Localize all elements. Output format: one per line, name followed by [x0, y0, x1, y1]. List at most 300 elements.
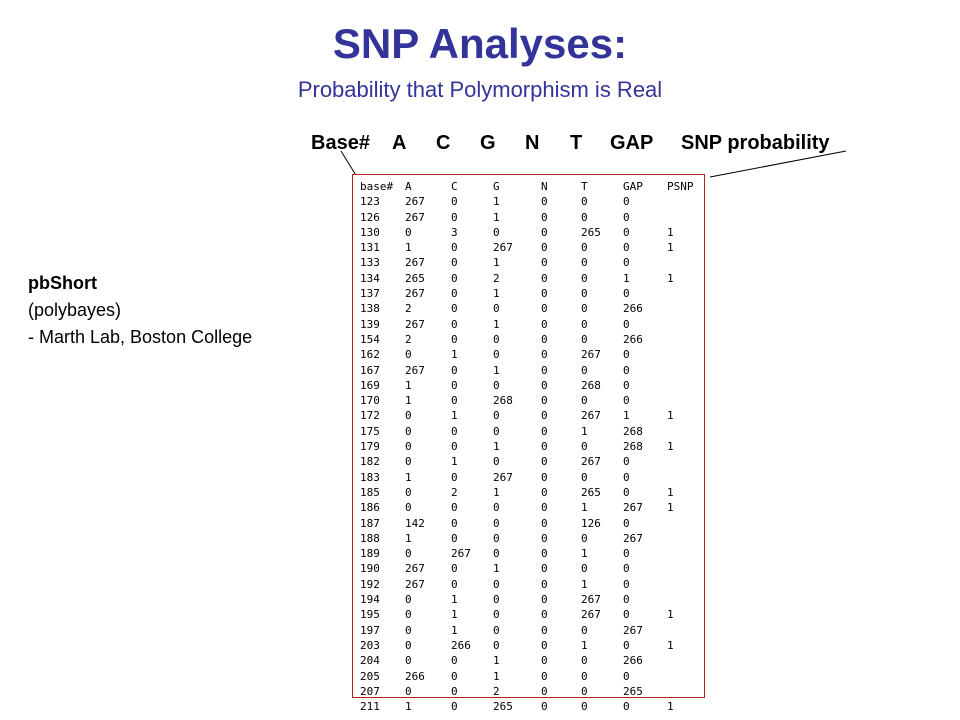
table-cell: 0 — [541, 547, 548, 561]
table-cell: 0 — [405, 455, 412, 469]
table-row — [360, 393, 701, 408]
table-cell: 172 — [360, 409, 380, 423]
table-cell: 0 — [451, 241, 458, 255]
table-cell: 267 — [405, 256, 425, 270]
table-cell: 0 — [541, 302, 548, 316]
table-cell: 1 — [667, 485, 674, 499]
table-cell: 0 — [623, 287, 630, 301]
table-row — [360, 607, 701, 622]
slide-title: SNP Analyses: — [332, 20, 628, 67]
table-row — [360, 684, 701, 699]
table-cell: 0 — [451, 256, 458, 270]
table-cell — [667, 454, 701, 469]
table-row — [360, 301, 701, 316]
table-cell: 1 — [493, 669, 500, 683]
table-cell: 0 — [541, 593, 548, 607]
table-row — [360, 255, 701, 270]
table-cell: 195 — [360, 608, 380, 622]
table-cell: 0 — [493, 516, 500, 530]
table-cell: 0 — [451, 271, 458, 285]
table-header-cell: base# — [360, 180, 394, 193]
table-cell: 0 — [405, 638, 412, 652]
table-cell: 1 — [667, 608, 674, 622]
table-cell: 267 — [493, 241, 513, 255]
table-cell: 0 — [541, 501, 548, 515]
table-cell: 267 — [581, 348, 601, 362]
header-gap: GAP — [610, 132, 654, 154]
table-cell: 1 — [667, 225, 674, 239]
table-cell — [667, 684, 701, 699]
table-cell: 1 — [451, 409, 458, 423]
table-cell: 0 — [581, 363, 588, 377]
table-cell: 0 — [493, 547, 500, 561]
table-cell — [667, 363, 701, 378]
table-cell: 197 — [360, 623, 380, 637]
table-cell: 0 — [623, 348, 630, 362]
table-cell: 266 — [623, 332, 643, 346]
table-cell: 0 — [541, 516, 548, 530]
table-cell — [667, 623, 701, 638]
table-cell: 0 — [581, 287, 588, 301]
table-cell: 268 — [623, 440, 643, 454]
table-cell: 1 — [667, 501, 674, 515]
table-row — [360, 378, 701, 393]
table-cell: 265 — [581, 485, 601, 499]
table-cell: 0 — [623, 195, 630, 209]
table-cell: 0 — [541, 394, 548, 408]
table-cell — [667, 393, 701, 408]
table-cell: 126 — [581, 516, 601, 530]
table-cell: 169 — [360, 378, 380, 392]
table-cell: 0 — [541, 256, 548, 270]
table-cell: 0 — [405, 409, 412, 423]
table-row — [360, 317, 701, 332]
table-cell: 0 — [493, 455, 500, 469]
table-row — [360, 332, 701, 347]
header-g: G — [480, 132, 496, 154]
table-cell: 0 — [541, 271, 548, 285]
connector-line-right — [710, 151, 846, 177]
table-cell: 265 — [405, 271, 425, 285]
table-header-cell: N — [541, 180, 548, 193]
header-snp-probability: SNP probability — [681, 132, 830, 154]
snp-table — [360, 179, 701, 714]
note-program-name: pbShort — [28, 273, 97, 293]
table-cell: 126 — [360, 210, 380, 224]
table-row — [360, 225, 701, 240]
table-cell: 0 — [451, 531, 458, 545]
table-cell: 1 — [451, 455, 458, 469]
table-row — [360, 653, 701, 668]
table-cell: 0 — [623, 210, 630, 224]
table-cell: 1 — [405, 378, 412, 392]
table-cell: 1 — [405, 241, 412, 255]
table-cell: 2 — [405, 332, 412, 346]
table-cell: 0 — [581, 470, 588, 484]
table-cell: 0 — [451, 470, 458, 484]
table-cell: 1 — [581, 424, 588, 438]
table-row — [360, 271, 701, 286]
table-cell: 189 — [360, 547, 380, 561]
table-cell: 0 — [541, 470, 548, 484]
table-cell: 0 — [581, 256, 588, 270]
table-cell: 0 — [451, 700, 458, 714]
table-cell: 266 — [623, 654, 643, 668]
table-cell: 0 — [623, 608, 630, 622]
table-cell: 0 — [581, 332, 588, 346]
table-cell: 179 — [360, 440, 380, 454]
table-cell: 267 — [405, 577, 425, 591]
table-cell: 0 — [581, 669, 588, 683]
table-cell: 0 — [623, 516, 630, 530]
table-cell: 0 — [451, 577, 458, 591]
table-cell: 0 — [493, 531, 500, 545]
table-row — [360, 424, 701, 439]
table-cell: 186 — [360, 501, 380, 515]
table-cell: 0 — [541, 332, 548, 346]
table-cell — [667, 546, 701, 561]
table-cell: 0 — [405, 225, 412, 239]
table-cell: 267 — [581, 608, 601, 622]
table-cell: 0 — [405, 623, 412, 637]
table-cell: 0 — [623, 241, 630, 255]
table-cell: 0 — [541, 623, 548, 637]
table-cell: 1 — [493, 210, 500, 224]
table-cell: 0 — [623, 256, 630, 270]
table-cell: 0 — [451, 302, 458, 316]
table-cell: 267 — [405, 287, 425, 301]
table-cell: 1 — [581, 638, 588, 652]
table-cell: 268 — [493, 394, 513, 408]
table-row — [360, 485, 701, 500]
table-cell: 0 — [541, 684, 548, 698]
table-cell: 0 — [493, 378, 500, 392]
table-cell: 192 — [360, 577, 380, 591]
table-cell: 0 — [581, 684, 588, 698]
table-cell: 0 — [581, 271, 588, 285]
table-cell: 162 — [360, 348, 380, 362]
table-cell: 265 — [623, 684, 643, 698]
table-cell: 0 — [493, 409, 500, 423]
table-cell: 0 — [623, 547, 630, 561]
table-cell: 267 — [405, 363, 425, 377]
table-cell: 1 — [493, 363, 500, 377]
table-cell: 0 — [541, 210, 548, 224]
note-source-lab: - Marth Lab, Boston College — [28, 327, 253, 347]
table-cell: 142 — [405, 516, 425, 530]
table-cell: 0 — [451, 317, 458, 331]
table-row — [360, 286, 701, 301]
table-cell: 0 — [581, 394, 588, 408]
table-cell: 2 — [451, 485, 458, 499]
table-cell: 1 — [667, 700, 674, 714]
table-cell: 0 — [623, 455, 630, 469]
table-cell: 267 — [405, 562, 425, 576]
table-cell: 154 — [360, 332, 380, 346]
table-cell: 266 — [623, 302, 643, 316]
table-cell — [667, 347, 701, 362]
table-cell: 267 — [451, 547, 471, 561]
table-cell: 0 — [541, 531, 548, 545]
table-cell: 0 — [541, 455, 548, 469]
table-cell: 1 — [493, 256, 500, 270]
table-cell: 0 — [541, 424, 548, 438]
table-cell: 0 — [405, 424, 412, 438]
table-cell: 1 — [451, 593, 458, 607]
table-cell: 1 — [451, 623, 458, 637]
table-cell: 267 — [581, 455, 601, 469]
table-row — [360, 699, 701, 714]
table-cell: 266 — [405, 669, 425, 683]
table-cell: 0 — [581, 317, 588, 331]
header-n: N — [525, 132, 540, 154]
table-cell: 0 — [623, 562, 630, 576]
table-cell: 1 — [581, 577, 588, 591]
table-cell — [667, 561, 701, 576]
table-cell: 0 — [451, 440, 458, 454]
table-cell: 0 — [493, 501, 500, 515]
table-row — [360, 561, 701, 576]
table-cell: 0 — [541, 562, 548, 576]
table-cell: 267 — [493, 470, 513, 484]
table-row — [360, 500, 701, 515]
table-cell: 188 — [360, 531, 380, 545]
table-cell: 0 — [451, 210, 458, 224]
table-cell: 0 — [405, 593, 412, 607]
table-cell: 1 — [493, 562, 500, 576]
table-row — [360, 531, 701, 546]
table-cell — [667, 194, 701, 209]
table-cell: 1 — [581, 547, 588, 561]
table-cell: 0 — [405, 654, 412, 668]
snp-table-image — [352, 174, 705, 714]
table-cell: 267 — [405, 210, 425, 224]
table-row — [360, 240, 701, 255]
table-header-cell: T — [581, 180, 588, 193]
table-cell: 0 — [541, 317, 548, 331]
table-cell: 1 — [623, 271, 630, 285]
table-cell: 1 — [667, 638, 674, 652]
table-cell — [667, 317, 701, 332]
table-cell: 0 — [451, 684, 458, 698]
table-cell — [667, 286, 701, 301]
table-header-cell: C — [451, 180, 458, 193]
table-cell — [667, 592, 701, 607]
table-cell: 130 — [360, 225, 380, 239]
table-row — [360, 408, 701, 423]
table-cell: 1 — [667, 241, 674, 255]
table-cell: 2 — [493, 684, 500, 698]
table-cell: 0 — [541, 348, 548, 362]
table-cell: 0 — [405, 684, 412, 698]
table-cell: 1 — [405, 531, 412, 545]
table-cell — [667, 470, 701, 485]
table-cell: 190 — [360, 562, 380, 576]
note-program-alias: (polybayes) — [28, 300, 122, 320]
table-cell: 1 — [451, 348, 458, 362]
table-cell: 0 — [493, 577, 500, 591]
table-row — [360, 194, 701, 209]
header-base: Base# — [311, 132, 370, 154]
table-cell: 1 — [581, 501, 588, 515]
table-cell — [667, 669, 701, 684]
table-cell: 1 — [493, 485, 500, 499]
table-row — [360, 210, 701, 225]
table-cell: 0 — [623, 363, 630, 377]
table-cell: 0 — [493, 608, 500, 622]
table-cell: 0 — [451, 363, 458, 377]
table-cell: 267 — [623, 623, 643, 637]
table-cell: 265 — [493, 700, 513, 714]
table-cell: 0 — [541, 577, 548, 591]
table-cell: 194 — [360, 593, 380, 607]
table-cell — [667, 577, 701, 592]
table-row — [360, 592, 701, 607]
table-cell: 134 — [360, 271, 380, 285]
table-cell: 268 — [581, 378, 601, 392]
table-cell: 1 — [493, 287, 500, 301]
table-cell: 0 — [541, 287, 548, 301]
table-cell: 131 — [360, 241, 380, 255]
table-cell — [667, 424, 701, 439]
table-cell: 183 — [360, 470, 380, 484]
table-cell — [667, 653, 701, 668]
table-cell: 0 — [405, 547, 412, 561]
table-row — [360, 516, 701, 531]
table-cell: 0 — [405, 348, 412, 362]
table-cell: 267 — [581, 409, 601, 423]
table-cell: 0 — [581, 302, 588, 316]
table-cell: 3 — [451, 225, 458, 239]
table-cell: 0 — [581, 531, 588, 545]
table-cell: 0 — [581, 210, 588, 224]
table-cell: 0 — [541, 654, 548, 668]
table-cell: 139 — [360, 317, 380, 331]
table-cell: 0 — [623, 317, 630, 331]
table-cell: 0 — [623, 225, 630, 239]
table-cell: 267 — [581, 593, 601, 607]
table-cell: 0 — [451, 378, 458, 392]
table-cell: 182 — [360, 455, 380, 469]
table-row — [360, 439, 701, 454]
table-cell — [667, 332, 701, 347]
table-cell: 1 — [623, 409, 630, 423]
table-cell: 266 — [451, 638, 471, 652]
table-cell: 0 — [451, 394, 458, 408]
header-a: A — [392, 132, 407, 154]
table-cell: 0 — [451, 287, 458, 301]
table-cell — [667, 210, 701, 225]
table-cell: 267 — [405, 195, 425, 209]
table-cell: 0 — [541, 195, 548, 209]
table-cell: 0 — [541, 485, 548, 499]
table-cell: 0 — [623, 638, 630, 652]
table-cell: 0 — [623, 700, 630, 714]
table-header-cell: PSNP — [667, 180, 694, 193]
table-cell: 0 — [541, 225, 548, 239]
table-cell: 138 — [360, 302, 380, 316]
table-cell — [667, 378, 701, 393]
table-cell: 0 — [581, 440, 588, 454]
table-cell: 0 — [493, 302, 500, 316]
table-cell: 0 — [623, 394, 630, 408]
table-row — [360, 546, 701, 561]
table-cell: 0 — [581, 195, 588, 209]
table-cell: 0 — [623, 485, 630, 499]
table-cell — [667, 301, 701, 316]
table-cell: 1 — [451, 608, 458, 622]
table-cell: 1 — [667, 409, 674, 423]
table-cell: 170 — [360, 394, 380, 408]
table-cell: 204 — [360, 654, 380, 668]
table-cell: 0 — [541, 363, 548, 377]
table-cell: 0 — [541, 378, 548, 392]
table-cell: 0 — [451, 195, 458, 209]
table-cell: 175 — [360, 424, 380, 438]
header-t: T — [570, 132, 583, 154]
table-cell: 267 — [405, 317, 425, 331]
table-cell: 0 — [493, 332, 500, 346]
table-row — [360, 638, 701, 653]
table-cell: 1 — [667, 271, 674, 285]
table-cell: 1 — [667, 440, 674, 454]
table-header-cell: G — [493, 180, 500, 193]
header-c: C — [436, 132, 451, 154]
table-row — [360, 470, 701, 485]
table-cell: 0 — [623, 669, 630, 683]
table-cell: 0 — [493, 225, 500, 239]
table-cell: 0 — [623, 470, 630, 484]
table-header-cell: GAP — [623, 180, 643, 193]
table-cell — [667, 516, 701, 531]
table-cell: 0 — [405, 501, 412, 515]
table-cell: 0 — [581, 623, 588, 637]
table-cell: 268 — [623, 424, 643, 438]
table-cell: 0 — [451, 516, 458, 530]
table-cell: 1 — [493, 440, 500, 454]
table-row — [360, 347, 701, 362]
table-cell: 0 — [541, 638, 548, 652]
table-cell: 2 — [493, 271, 500, 285]
slide-subtitle: Probability that Polymorphism is Real — [297, 77, 663, 102]
table-cell: 265 — [581, 225, 601, 239]
table-cell: 0 — [493, 593, 500, 607]
table-row — [360, 577, 701, 592]
table-row — [360, 669, 701, 684]
table-cell: 0 — [493, 348, 500, 362]
table-cell: 0 — [581, 654, 588, 668]
table-row — [360, 454, 701, 469]
table-cell: 1 — [405, 470, 412, 484]
table-cell: 0 — [581, 562, 588, 576]
table-cell: 1 — [405, 394, 412, 408]
table-cell: 0 — [451, 654, 458, 668]
table-cell: 0 — [405, 485, 412, 499]
source-note — [28, 270, 252, 351]
table-cell — [667, 255, 701, 270]
table-cell: 0 — [451, 562, 458, 576]
table-cell: 0 — [451, 424, 458, 438]
table-cell: 0 — [451, 501, 458, 515]
table-cell: 0 — [541, 409, 548, 423]
table-cell: 2 — [405, 302, 412, 316]
table-cell: 0 — [541, 669, 548, 683]
table-cell: 207 — [360, 684, 380, 698]
table-cell: 187 — [360, 516, 380, 530]
table-cell: 0 — [541, 241, 548, 255]
table-cell: 0 — [541, 440, 548, 454]
table-cell: 0 — [451, 669, 458, 683]
